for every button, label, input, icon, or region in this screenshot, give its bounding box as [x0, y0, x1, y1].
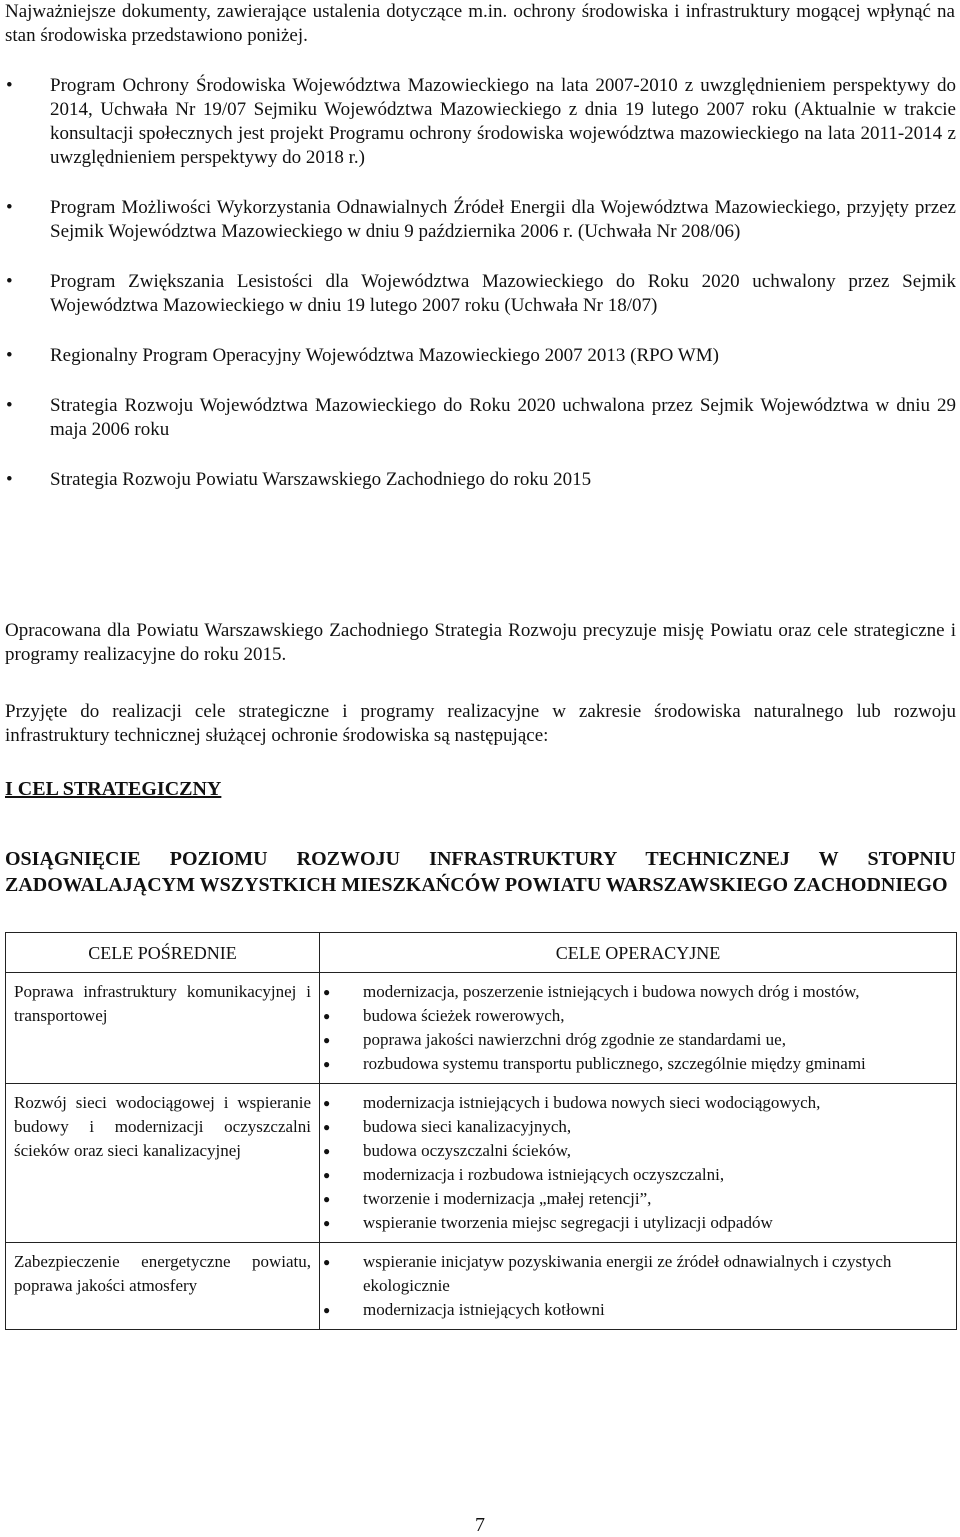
table-row	[6, 973, 957, 1084]
intermediate-goal-cell: Zabezpieczenie energetyczne powiatu, poprawa jakości atmosfery	[6, 1243, 320, 1330]
document-item: • Program Zwiększania Lesistości dla Województwa Mazowieckiego do Roku 2020 uchwalony przez Sejmik Województwa Mazowieckiego w dniu 19 lutego 2007 roku (Uchwała Nr 18/07)	[6, 271, 956, 316]
list-item: ● wspieranie tworzenia miejsc segregacji i utylizacji odpadów	[328, 1211, 948, 1235]
operational-goals-list	[328, 980, 948, 1076]
intro-paragraph: Najważniejsze dokumenty, zawierające ustalenia dotyczące m.in. ochrony środowiska i infrastruktury mogącej wpłynąć na stan środowiska przedstawiono poniżej.	[5, 1, 955, 46]
document-item: • Regionalny Program Operacyjny Województwa Mazowieckiego 2007 2013 (RPO WM)	[6, 345, 719, 366]
operational-goals-cell	[320, 973, 957, 1084]
list-item: ● modernizacja istniejących kotłowni	[328, 1298, 948, 1322]
documents-list	[5, 74, 956, 518]
column-header-intermediate: CELE POŚREDNIE	[6, 933, 320, 973]
document-item: • Program Możliwości Wykorzystania Odnawialnych Źródeł Energii dla Województwa Mazowieckiego, przyjęty przez Sejmik Województwa Mazowieckiego w dniu 9 października 2006 r. (Uchwała Nr 208/06)	[6, 197, 956, 242]
list-item: ● budowa oczyszczalni ścieków,	[328, 1139, 948, 1163]
document-item: • Strategia Rozwoju Powiatu Warszawskiego Zachodniego do roku 2015	[6, 469, 592, 490]
bullet-icon: •	[6, 345, 13, 366]
table-row	[6, 1084, 957, 1243]
operational-goals-list	[328, 1250, 948, 1322]
page-number: 7	[475, 1514, 485, 1536]
document-item: • Strategia Rozwoju Województwa Mazowieckiego do Roku 2020 uchwalona przez Sejmik Województwa w dniu 29 maja 2006 roku	[6, 395, 956, 440]
bullet-icon: •	[6, 395, 13, 416]
bullet-icon: •	[6, 469, 13, 490]
list-item: ● rozbudowa systemu transportu publicznego, szczególnie między gminami	[328, 1052, 948, 1076]
list-item: ● budowa ścieżek rowerowych,	[328, 1004, 948, 1028]
bullet-icon: •	[6, 75, 13, 96]
bullet-icon: •	[6, 271, 13, 292]
goals-intro-paragraph: Przyjęte do realizacji cele strategiczne i programy realizacyjne w zakresie środowiska naturalnego lub rozwoju infrastruktury technicznej służącej ochronie środowiska są następujące:	[5, 701, 956, 746]
strategy-paragraph: Opracowana dla Powiatu Warszawskiego Zachodniego Strategia Rozwoju precyzuje misję Powiatu oraz cele strategiczne i programy realizacyjne do roku 2015.	[5, 620, 956, 665]
column-header-operational: CELE OPERACYJNE	[320, 933, 957, 973]
list-item: ● budowa sieci kanalizacyjnych,	[328, 1115, 948, 1139]
list-item: ● modernizacja istniejących i budowa nowych sieci wodociągowych,	[328, 1091, 948, 1115]
document-item: • Program Ochrony Środowiska Województwa Mazowieckiego na lata 2007-2010 z uwzględnieniem perspektywy do 2014, Uchwała Nr 19/07 Sejmiku Województwa Mazowieckiego z dnia 19 lutego 2007 roku (Aktualnie w trakcie konsultacji społecznych jest projekt Programu ochrony środowiska województwa mazowieckiego na lata 2011-2014 z uwzględnieniem perspektywy do 2018 r.)	[6, 75, 956, 168]
list-item: ● poprawa jakości nawierzchni dróg zgodnie ze standardami ue,	[328, 1028, 948, 1052]
bullet-icon: •	[6, 197, 13, 218]
list-item: ● wspieranie inicjatyw pozyskiwania energii ze źródeł odnawialnych i czystych ekologicznie	[328, 1250, 948, 1298]
goals-table	[5, 932, 957, 1330]
list-item: ● tworzenie i modernizacja „małej retencji”,	[328, 1187, 948, 1211]
operational-goals-cell	[320, 1243, 957, 1330]
strategic-goal-heading: I CEL STRATEGICZNY	[5, 778, 222, 800]
table-row	[6, 1243, 957, 1330]
list-item: ● modernizacja, poszerzenie istniejących i budowa nowych dróg i mostów,	[328, 980, 948, 1004]
list-item: ● modernizacja i rozbudowa istniejących oczyszczalni,	[328, 1163, 948, 1187]
intermediate-goal-cell: Rozwój sieci wodociągowej i wspieranie budowy i modernizacji oczyszczalni ścieków oraz sieci kanalizacyjnej	[6, 1084, 320, 1243]
operational-goals-cell	[320, 1084, 957, 1243]
strategic-goal-title: OSIĄGNIĘCIE POZIOMU ROZWOJU INFRASTRUKTURY TECHNICZNEJ W STOPNIU ZADOWALAJĄCYM WSZYSTKICH MIESZKAŃCÓW POWIATU WARSZAWSKIEGO ZACHODNIEGO	[5, 848, 956, 896]
table-header-row	[6, 933, 957, 973]
intermediate-goal-cell: Poprawa infrastruktury komunikacyjnej i transportowej	[6, 973, 320, 1084]
operational-goals-list	[328, 1091, 948, 1235]
